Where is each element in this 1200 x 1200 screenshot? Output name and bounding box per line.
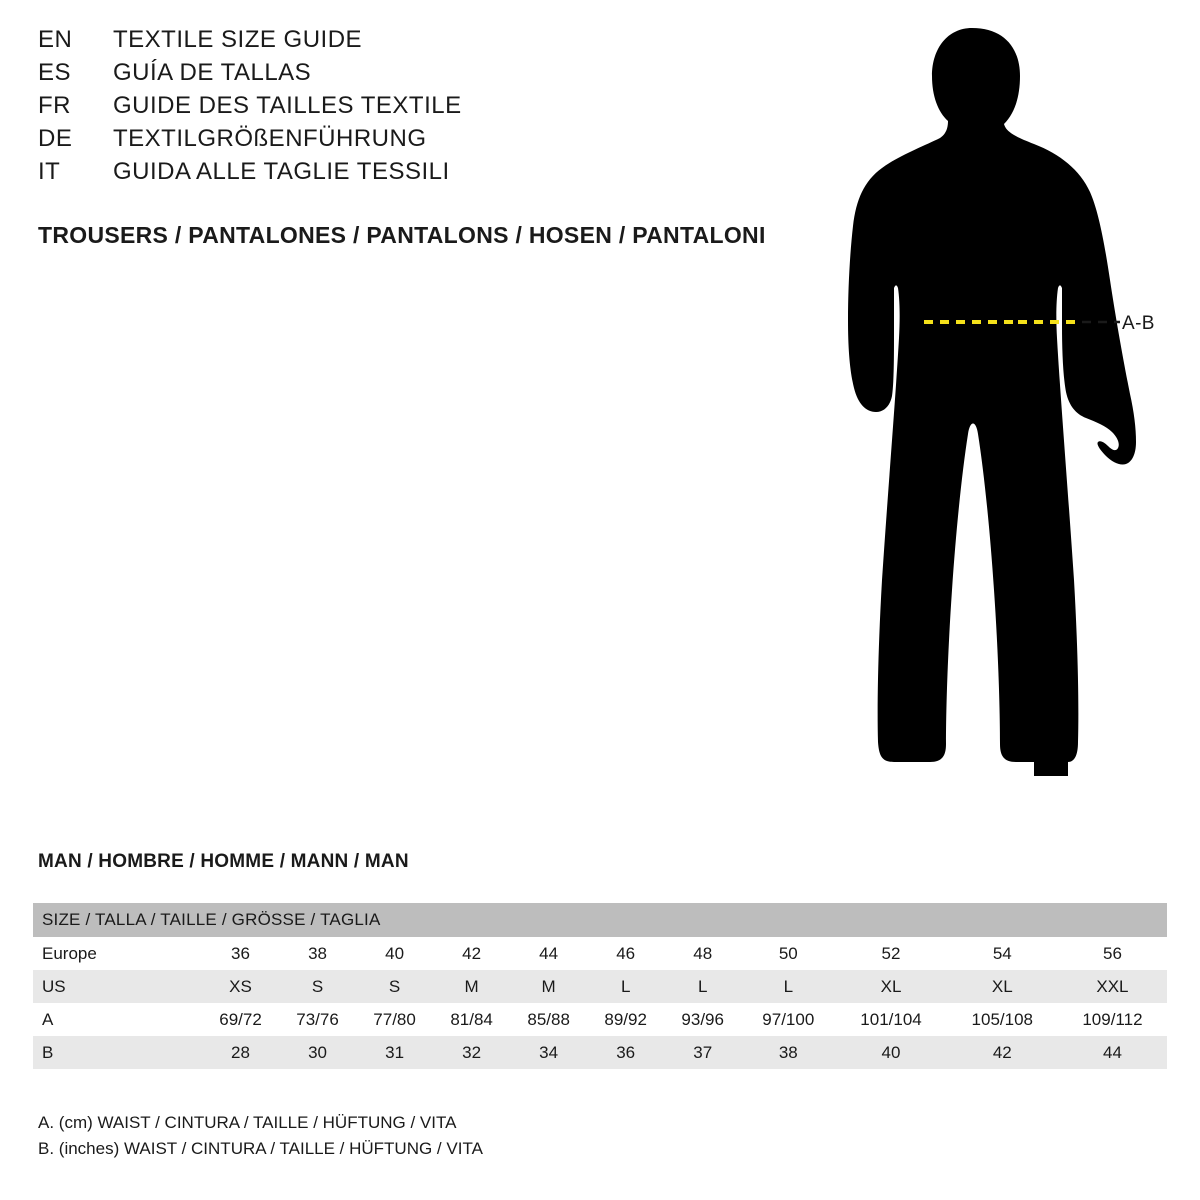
table-cell: XL xyxy=(947,970,1058,1003)
table-cell: 42 xyxy=(433,937,510,970)
table-cell: S xyxy=(356,970,433,1003)
table-cell: 109/112 xyxy=(1058,1003,1167,1036)
footnotes xyxy=(38,1110,483,1163)
table-cell: 44 xyxy=(510,937,587,970)
row-label: B xyxy=(33,1036,202,1069)
language-title: GUIDA ALLE TAGLIE TESSILI xyxy=(113,158,450,185)
row-label: Europe xyxy=(33,937,202,970)
table-cell: 101/104 xyxy=(835,1003,946,1036)
row-label: US xyxy=(33,970,202,1003)
garment-type-title: TROUSERS / PANTALONES / PANTALONS / HOSEN / PANTALONI xyxy=(38,222,766,248)
table-row xyxy=(33,1003,1167,1036)
table-cell: L xyxy=(587,970,664,1003)
table-cell: 73/76 xyxy=(279,1003,356,1036)
language-row xyxy=(38,28,798,52)
language-code: IT xyxy=(38,158,61,185)
table-cell: 93/96 xyxy=(664,1003,741,1036)
table-cell: 52 xyxy=(835,937,946,970)
measurement-ab-label: A-B xyxy=(1122,313,1155,334)
language-row xyxy=(38,160,798,184)
language-row xyxy=(38,94,798,118)
table-cell: 105/108 xyxy=(947,1003,1058,1036)
table-header-row xyxy=(33,903,1167,937)
table-cell: M xyxy=(433,970,510,1003)
man-silhouette-icon xyxy=(848,28,1136,776)
table-cell: S xyxy=(279,970,356,1003)
language-title: GUÍA DE TALLAS xyxy=(113,59,312,86)
footnote-a: A. (cm) WAIST / CINTURA / TAILLE / HÜFTUNG / VITA xyxy=(38,1113,457,1132)
table-cell: 30 xyxy=(279,1036,356,1069)
measurement-figure xyxy=(820,20,1190,810)
table-cell: 38 xyxy=(741,1036,835,1069)
section-label-man: MAN / HOMBRE / HOMME / MANN / MAN xyxy=(38,851,409,872)
language-code: ES xyxy=(38,59,72,86)
table-cell: 32 xyxy=(433,1036,510,1069)
language-code: EN xyxy=(38,26,73,53)
table-cell: 69/72 xyxy=(202,1003,279,1036)
language-row xyxy=(38,61,798,85)
table-cell: 40 xyxy=(835,1036,946,1069)
language-header-block xyxy=(38,28,798,193)
table-row xyxy=(33,937,1167,970)
table-cell: 81/84 xyxy=(433,1003,510,1036)
language-row xyxy=(38,127,798,151)
table-cell: 34 xyxy=(510,1036,587,1069)
footnote-b: B. (inches) WAIST / CINTURA / TAILLE / HÜFTUNG / VITA xyxy=(38,1139,483,1159)
table-row xyxy=(33,1036,1167,1069)
table-cell: XL xyxy=(835,970,946,1003)
table-cell: 37 xyxy=(664,1036,741,1069)
table-cell: 54 xyxy=(947,937,1058,970)
table-cell: M xyxy=(510,970,587,1003)
table-cell: 48 xyxy=(664,937,741,970)
language-title: TEXTILGRÖßENFÜHRUNG xyxy=(113,125,427,152)
language-title: TEXTILE SIZE GUIDE xyxy=(113,26,363,53)
table-cell: 46 xyxy=(587,937,664,970)
table-cell: 50 xyxy=(741,937,835,970)
size-table xyxy=(33,903,1167,1069)
table-cell: 56 xyxy=(1058,937,1167,970)
table-cell: 36 xyxy=(202,937,279,970)
table-cell: 85/88 xyxy=(510,1003,587,1036)
language-code: FR xyxy=(38,92,71,119)
table-cell: 42 xyxy=(947,1036,1058,1069)
table-cell: 31 xyxy=(356,1036,433,1069)
row-label: A xyxy=(33,1003,202,1036)
table-cell: 97/100 xyxy=(741,1003,835,1036)
table-cell: XS xyxy=(202,970,279,1003)
table-cell: 40 xyxy=(356,937,433,970)
table-cell: 89/92 xyxy=(587,1003,664,1036)
table-cell: 77/80 xyxy=(356,1003,433,1036)
table-cell: L xyxy=(664,970,741,1003)
language-title: GUIDE DES TAILLES TEXTILE xyxy=(113,92,462,119)
table-cell: XXL xyxy=(1058,970,1167,1003)
table-header-cell: SIZE / TALLA / TAILLE / GRÖSSE / TAGLIA xyxy=(33,903,1167,937)
table-row xyxy=(33,970,1167,1003)
table-cell: L xyxy=(741,970,835,1003)
table-cell: 38 xyxy=(279,937,356,970)
table-cell: 36 xyxy=(587,1036,664,1069)
language-code: DE xyxy=(38,125,73,152)
table-cell: 28 xyxy=(202,1036,279,1069)
table-cell: 44 xyxy=(1058,1036,1167,1069)
